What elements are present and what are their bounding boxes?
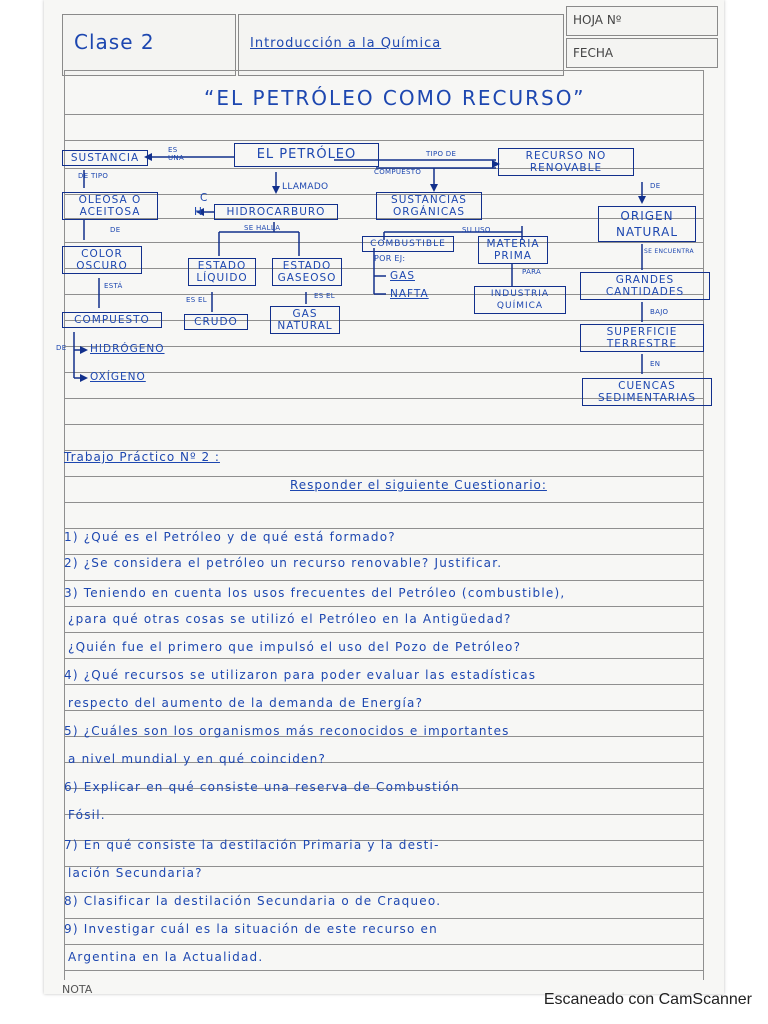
diagram-bajo-label: BAJO xyxy=(650,308,669,316)
diagram-sustancias-organicas-node: SUSTANCIAS ORGÁNICAS xyxy=(376,192,482,220)
diagram-color-node: COLOR OSCURO xyxy=(62,246,142,274)
nota-label: NOTA xyxy=(62,983,93,994)
scanned-page xyxy=(44,0,724,994)
question-line: a nivel mundial y en qué coinciden? xyxy=(68,752,327,766)
diagram-superficie-node: SUPERFICIE TERRESTRE xyxy=(580,324,704,352)
question-line: Argentina en la Actualidad. xyxy=(68,950,264,964)
question-line: 3) Teniendo en cuenta los usos frecuentes del Petróleo (combustible), xyxy=(64,586,566,600)
question-line: 8) Clasificar la destilación Secundaria o de Craqueo. xyxy=(64,894,442,908)
diagram-compuesto-label: COMPUESTO xyxy=(374,168,422,176)
diagram-origen-node: ORIGEN NATURAL xyxy=(598,206,696,242)
diagram-por-ej-label: POR EJ: xyxy=(374,254,406,263)
diagram-de3-label: DE xyxy=(650,182,661,190)
diagram-se-halla-label: SE HALLA xyxy=(244,224,281,232)
question-line: 4) ¿Qué recursos se utilizaron para poder evaluar las estadísticas xyxy=(64,668,537,682)
diagram-es-el2-label: ES EL xyxy=(314,292,335,300)
camscanner-watermark: Escaneado con CamScanner xyxy=(543,991,752,1008)
diagram-en-label: EN xyxy=(650,360,661,368)
diagram-combustible-node: COMBUSTIBLE xyxy=(362,236,454,252)
diagram-hidrogeno: HIDRÓGENO xyxy=(90,343,165,355)
diagram-recurso-node: RECURSO NO RENOVABLE xyxy=(498,148,634,176)
diagram-c-label: C xyxy=(200,192,209,204)
tp-subtitle: Responder el siguiente Cuestionario: xyxy=(290,478,547,492)
diagram-gas-natural-node: GAS NATURAL xyxy=(270,306,340,334)
diagram-main-node: EL PETRÓLEO xyxy=(234,143,379,167)
diagram-de-label: DE xyxy=(110,226,121,234)
materia-label: Introducción a la Química xyxy=(250,36,442,51)
diagram-crudo-node: CRUDO xyxy=(184,314,248,330)
diagram-cuencas-node: CUENCAS SEDIMENTARIAS xyxy=(582,378,712,406)
page-title: “EL PETRÓLEO COMO RECURSO” xyxy=(204,86,586,110)
diagram-nafta: NAFTA xyxy=(390,288,429,300)
diagram-es-el1-label: ES EL xyxy=(186,296,207,304)
question-line: 1) ¿Qué es el Petróleo y de qué está formado? xyxy=(64,530,396,544)
diagram-es-una-label: ES UNA xyxy=(168,146,185,162)
question-line: 5) ¿Cuáles son los organismos más reconocidos e importantes xyxy=(64,724,510,738)
diagram-materia-prima-node: MATERIA PRIMA xyxy=(478,236,548,264)
hoja-label: HOJA Nº xyxy=(573,13,622,27)
diagram-estado-gaseoso-node: ESTADO GASEOSO xyxy=(272,258,342,286)
question-line: 6) Explicar en qué consiste una reserva de Combustión xyxy=(64,780,460,794)
diagram-hidrocarburo-node: HIDROCARBURO xyxy=(214,204,338,220)
diagram-grandes-node: GRANDES CANTIDADES xyxy=(580,272,710,300)
diagram-tipo-de-label: TIPO DE xyxy=(426,150,457,158)
diagram-oleosa-node: OLEOSA O ACEITOSA xyxy=(62,192,158,220)
question-line: ¿para qué otras cosas se utilizó el Petróleo en la Antigüedad? xyxy=(68,612,512,626)
diagram-para-label: PARA xyxy=(522,268,542,276)
diagram-compuesto-node: COMPUESTO xyxy=(62,312,162,328)
question-line: 9) Investigar cuál es la situación de este recurso en xyxy=(64,922,438,936)
question-line: 7) En qué consiste la destilación Primaria y la desti- xyxy=(64,838,440,852)
question-line: 2) ¿Se considera el petróleo un recurso renovable? Justificar. xyxy=(64,556,503,570)
diagram-industria-node: INDUSTRIA QUÍMICA xyxy=(474,286,566,314)
question-line: ¿Quién fue el primero que impulsó el uso del Pozo de Petróleo? xyxy=(68,640,522,654)
diagram-oxigeno: OXÍGENO xyxy=(90,371,146,383)
question-line: lación Secundaria? xyxy=(68,866,203,880)
question-line: respecto del aumento de la demanda de Energía? xyxy=(68,696,424,710)
diagram-se-encuentra-label: SE ENCUENTRA xyxy=(644,248,694,255)
fecha-label: FECHA xyxy=(573,46,614,60)
tp-title: Trabajo Práctico Nº 2 : xyxy=(64,450,220,464)
diagram-de2-label: DE xyxy=(56,344,67,352)
diagram-de-tipo-label: DE TIPO xyxy=(78,172,109,180)
question-line: Fósil. xyxy=(68,808,106,822)
diagram-esta-label: ESTÁ xyxy=(104,282,123,290)
diagram-h-label: H xyxy=(194,206,203,218)
clase-label: Clase 2 xyxy=(74,30,155,54)
diagram-estado-liquido-node: ESTADO LÍQUIDO xyxy=(188,258,256,286)
diagram-llamado-label: LLAMADO xyxy=(282,182,329,192)
diagram-su-uso-label: SU USO xyxy=(462,226,491,234)
diagram-sustancia-node: SUSTANCIA xyxy=(62,150,148,166)
diagram-gas: GAS xyxy=(390,270,415,282)
